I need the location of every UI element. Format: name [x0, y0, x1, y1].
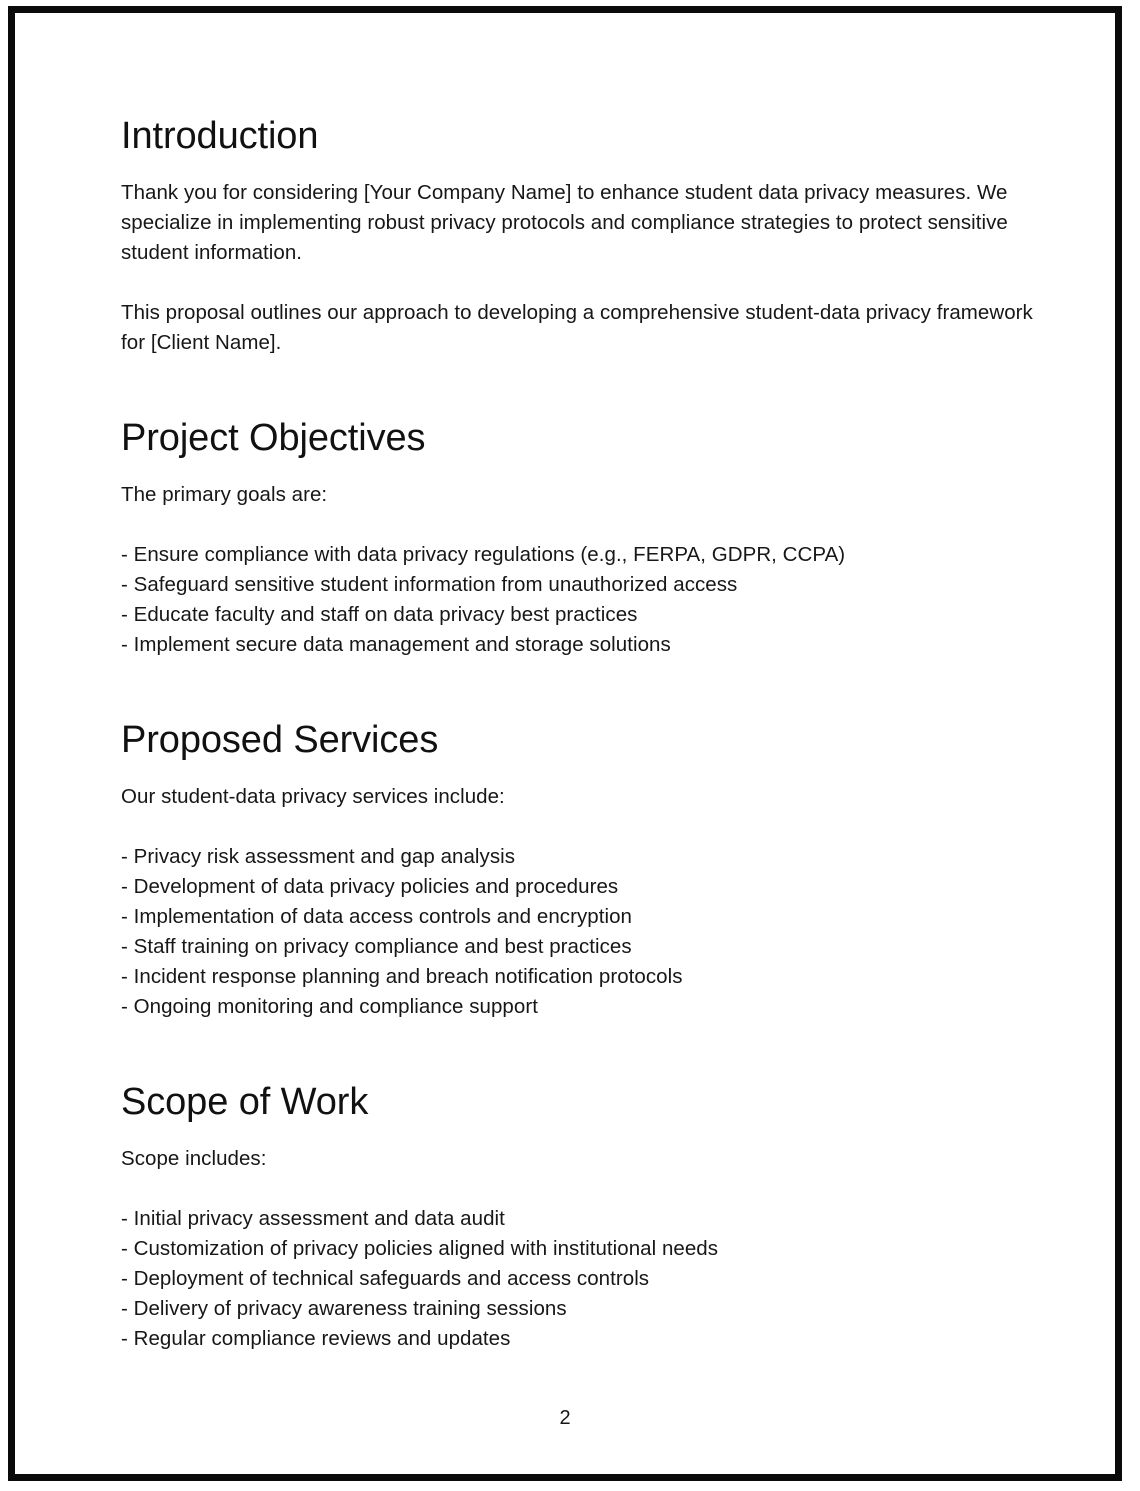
- list-item: - Development of data privacy policies and procedures: [121, 874, 619, 898]
- spacer: [121, 1123, 1036, 1144]
- section-heading-proposed-services: Proposed Services: [121, 718, 439, 761]
- paragraph-introduction-1: Thank you for considering [Your Company Name] to enhance student data privacy measures. We specialize in implementing robust privacy protocols and compliance strategies to protect sensitive student information.: [121, 180, 1008, 264]
- document-page-frame: [8, 6, 1122, 1481]
- spacer: [121, 1022, 1036, 1083]
- document-page: [15, 13, 1115, 1474]
- list-item: - Privacy risk assessment and gap analysis: [121, 844, 516, 868]
- paragraph-introduction-2: This proposal outlines our approach to developing a comprehensive student-data privacy framework for [Client Name].: [121, 300, 1033, 354]
- list-proposed-services: [121, 842, 1036, 1022]
- list-item: - Educate faculty and staff on data privacy best practices: [121, 602, 638, 626]
- list-item: - Ensure compliance with data privacy regulations (e.g., FERPA, GDPR, CCPA): [121, 542, 846, 566]
- list-scope-of-work: [121, 1204, 1036, 1354]
- list-item: - Safeguard sensitive student information from unauthorized access: [121, 572, 738, 596]
- spacer: [121, 157, 1036, 178]
- spacer: [121, 510, 1036, 540]
- spacer: [121, 812, 1036, 842]
- list-item: - Incident response planning and breach notification protocols: [121, 964, 683, 988]
- document-body: [121, 117, 1036, 1354]
- list-item: - Deployment of technical safeguards and access controls: [121, 1266, 650, 1290]
- list-item: - Implement secure data management and storage solutions: [121, 632, 671, 656]
- list-item: - Staff training on privacy compliance and best practices: [121, 934, 632, 958]
- list-item: - Implementation of data access controls and encryption: [121, 904, 632, 928]
- paragraph-scope-of-work-intro: Scope includes:: [121, 1146, 267, 1170]
- spacer: [121, 761, 1036, 782]
- paragraph-proposed-services-intro: Our student-data privacy services include:: [121, 784, 505, 808]
- list-item: - Regular compliance reviews and updates: [121, 1326, 511, 1350]
- spacer: [121, 459, 1036, 480]
- list-item: - Customization of privacy policies aligned with institutional needs: [121, 1236, 719, 1260]
- list-project-objectives: [121, 540, 1036, 660]
- section-heading-introduction: Introduction: [121, 115, 319, 157]
- spacer: [121, 358, 1036, 419]
- spacer: [121, 660, 1036, 721]
- section-heading-project-objectives: Project Objectives: [121, 416, 426, 459]
- section-heading-scope-of-work: Scope of Work: [121, 1080, 369, 1123]
- list-item: - Delivery of privacy awareness training sessions: [121, 1296, 567, 1320]
- spacer: [121, 268, 1036, 298]
- list-item: - Initial privacy assessment and data audit: [121, 1206, 505, 1230]
- spacer: [121, 1174, 1036, 1204]
- page-number: 2: [559, 1407, 571, 1429]
- paragraph-project-objectives-intro: The primary goals are:: [121, 482, 328, 506]
- list-item: - Ongoing monitoring and compliance support: [121, 994, 538, 1018]
